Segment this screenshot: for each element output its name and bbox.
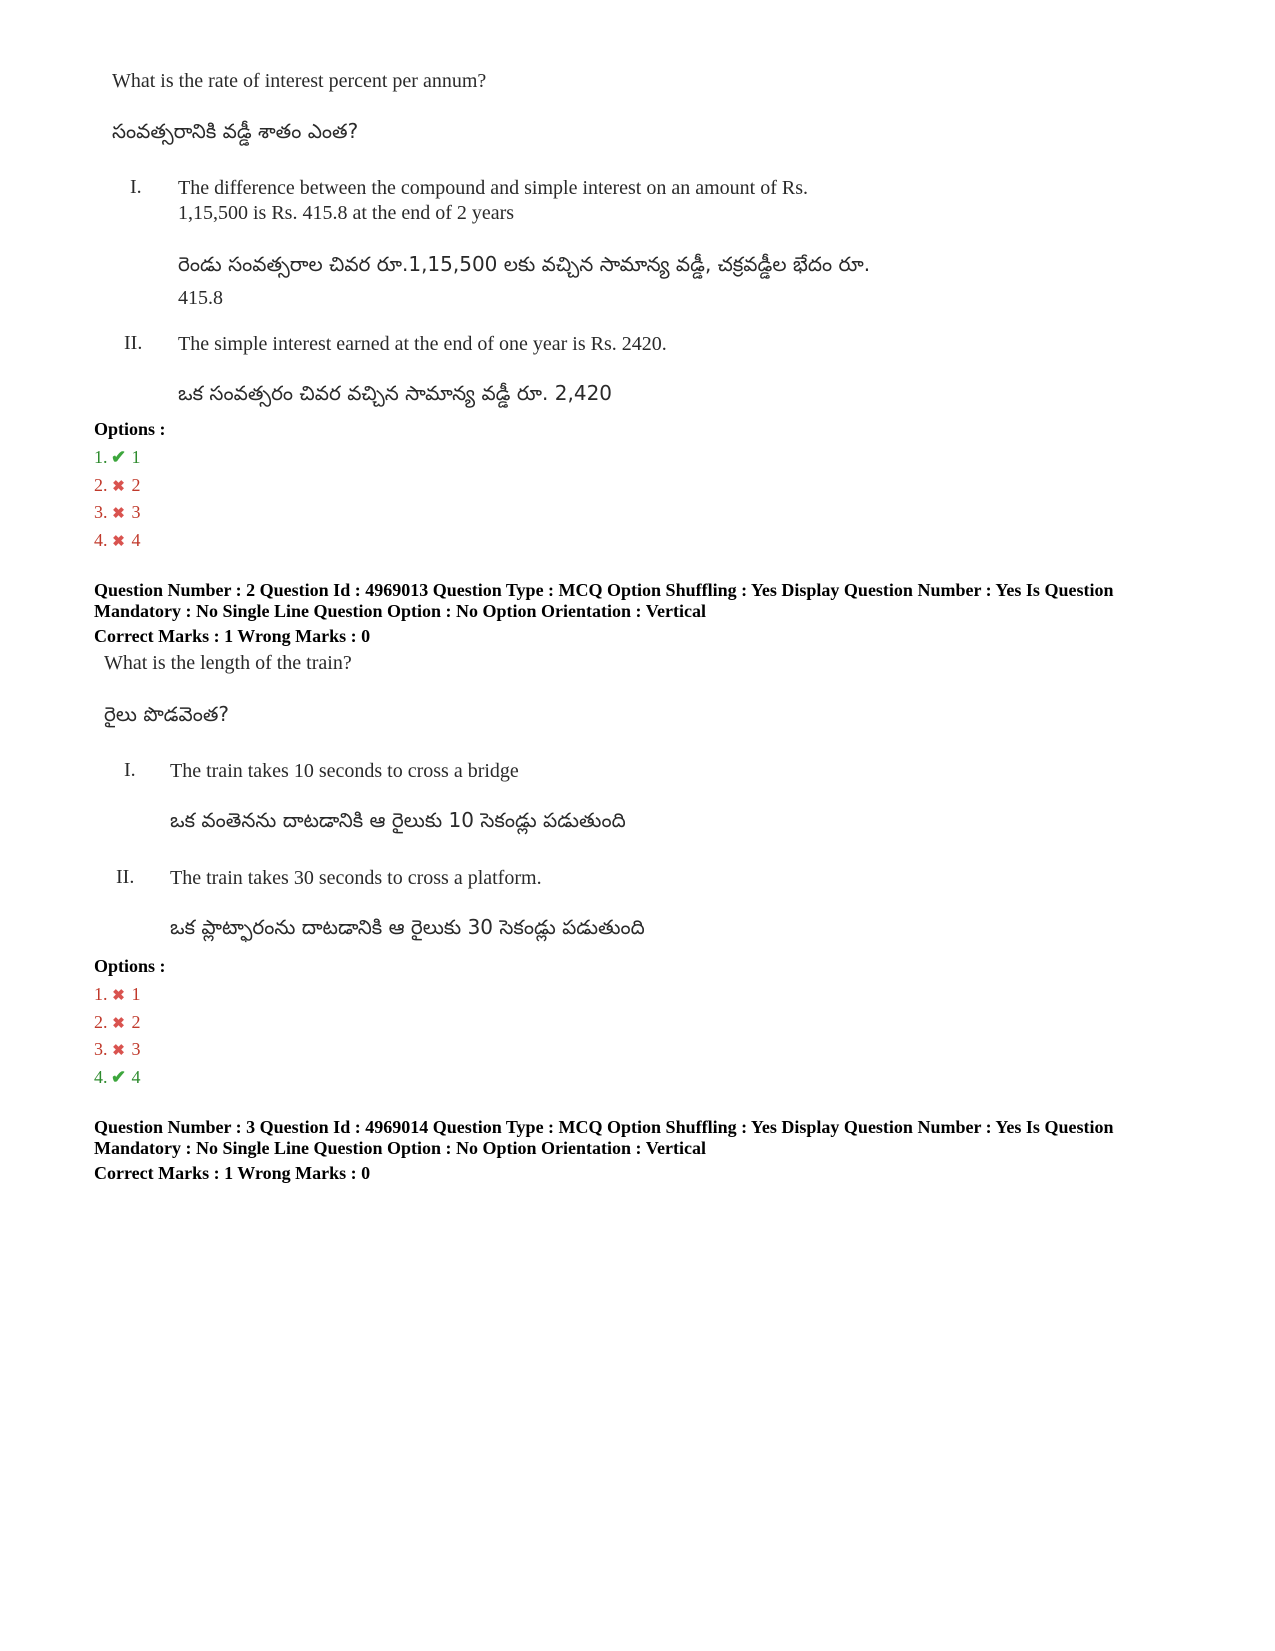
roman-numeral: II. [116,866,135,888]
q2-options-label: Options : [94,956,166,976]
q1-option-1 [94,447,141,468]
option-number: 2. [94,1012,108,1032]
option-text: 1 [131,447,141,467]
q1-option-3 [94,502,141,523]
cross-icon: ✖ [112,534,125,550]
cross-icon: ✖ [112,506,125,522]
q2-meta-line: Mandatory : No Single Line Question Option : No Option Orientation : Vertical [94,601,707,621]
cross-icon: ✖ [112,1043,125,1059]
q1-options-label: Options : [94,419,166,439]
option-number: 1. [94,447,108,467]
q1-question-telugu: సంవత్సరానికి వడ్డీ శాతం ఎంత? [112,119,359,143]
statement-english-line: The train takes 30 seconds to cross a platform. [170,867,542,889]
q1-statement-1-telugu-cont: 415.8 [178,287,223,309]
option-number: 4. [94,530,108,550]
q1-statement-1-telugu: రెండు సంవత్సరాల చివర రూ.1,15,500 లకు వచ్చిన సామాన్య వడ్డీ, చక్రవడ్డీల భేదం రూ. [178,252,871,276]
q2-meta-line: Question Number : 2 Question Id : 4969013 Question Type : MCQ Option Shuffling : Yes Display Question Number : Yes Is Question [94,580,1114,600]
q3-meta-line: Mandatory : No Single Line Question Option : No Option Orientation : Vertical [94,1138,707,1158]
q3-meta [94,1117,1214,1159]
q2-statement-2-telugu: ఒక ప్లాట్ఫారంను దాటడానికి ఆ రైలుకు 30 సెకండ్లు పడుతుంది [170,915,645,939]
option-text: 2 [131,1012,141,1032]
cross-icon: ✖ [112,1016,125,1032]
option-text: 3 [131,1039,141,1059]
roman-numeral: II. [124,332,143,354]
option-number: 2. [94,475,108,495]
q1-question-english: What is the rate of interest percent per annum? [112,70,487,92]
q2-option-2 [94,1012,141,1033]
option-text: 1 [131,984,141,1004]
q1-option-4 [94,530,141,551]
q1-option-2 [94,475,141,496]
option-text: 3 [131,502,141,522]
roman-numeral: I. [130,176,142,198]
q2-meta [94,580,1214,622]
q2-question-english: What is the length of the train? [104,652,352,674]
option-number: 3. [94,1039,108,1059]
option-number: 4. [94,1067,108,1087]
q2-option-3 [94,1039,141,1060]
q2-statement-1-telugu: ఒక వంతెనను దాటడానికి ఆ రైలుకు 10 సెకండ్లు పడుతుంది [170,808,626,832]
statement-english-line: The difference between the compound and simple interest on an amount of Rs. [178,177,808,199]
statement-english-line: 1,15,500 is Rs. 415.8 at the end of 2 years [178,202,515,224]
q2-marks: Correct Marks : 1 Wrong Marks : 0 [94,626,371,646]
q2-option-4 [94,1067,141,1088]
option-text: 4 [131,1067,141,1087]
cross-icon: ✖ [112,988,125,1004]
statement-english-line: The train takes 10 seconds to cross a bridge [170,760,519,782]
q2-option-1 [94,984,141,1005]
q1-statement-2-telugu: ఒక సంవత్సరం చివర వచ్చిన సామాన్య వడ్డీ రూ. 2,420 [178,381,613,405]
q3-meta-line: Question Number : 3 Question Id : 4969014 Question Type : MCQ Option Shuffling : Yes Display Question Number : Yes Is Question [94,1117,1114,1137]
cross-icon: ✖ [112,479,125,495]
q2-question-telugu: రైలు పొడవెంత? [104,702,230,726]
check-icon: ✔ [110,1067,127,1087]
option-text: 2 [131,475,141,495]
q3-marks: Correct Marks : 1 Wrong Marks : 0 [94,1163,371,1183]
check-icon: ✔ [110,447,127,467]
statement-english-line: The simple interest earned at the end of one year is Rs. 2420. [178,333,667,355]
option-number: 1. [94,984,108,1004]
option-text: 4 [131,530,141,550]
option-number: 3. [94,502,108,522]
roman-numeral: I. [124,759,136,781]
